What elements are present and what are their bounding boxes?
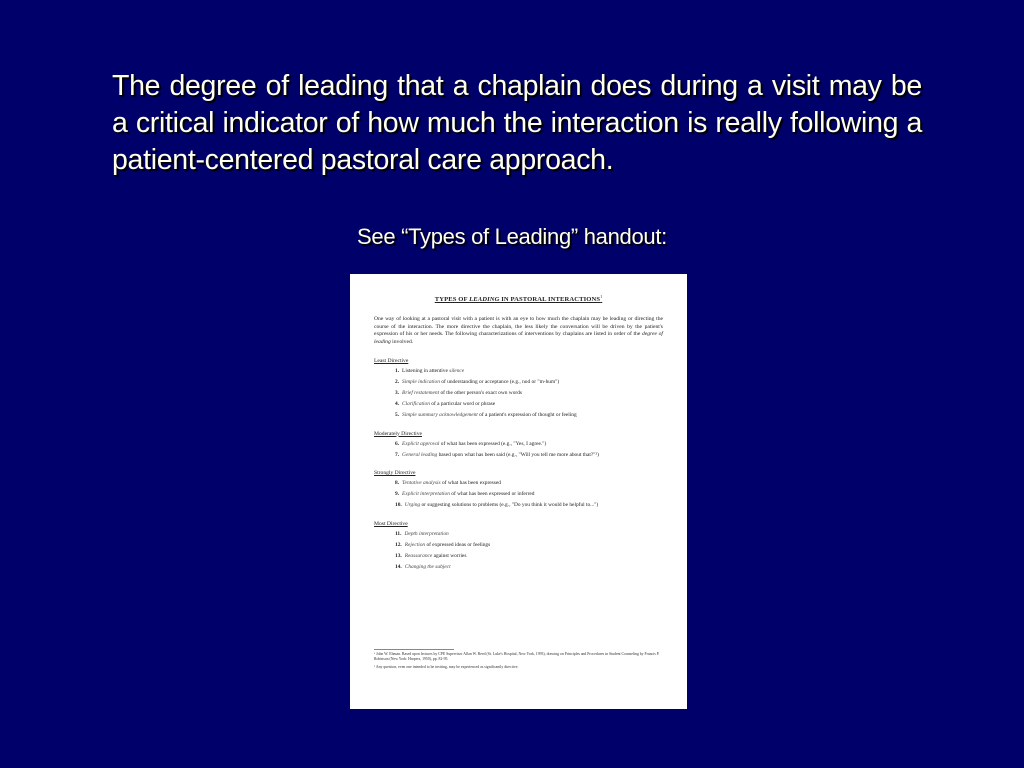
item-number: 9.	[395, 491, 400, 498]
item-emphasis: Tentative analysis	[402, 480, 441, 487]
handout-intro	[374, 316, 663, 346]
item-text: against worries	[432, 552, 467, 559]
intro-emphasis: degree of leading	[374, 331, 663, 345]
item-emphasis: Clarification	[402, 401, 430, 408]
list-item	[395, 441, 663, 448]
item-text: of what has been expressed or inferred	[449, 491, 535, 498]
section-moderately-directive	[374, 431, 663, 459]
list-item	[395, 564, 663, 571]
item-text: based upon what has been said (e.g., "Will you tell me more about that?"²)	[437, 451, 599, 458]
item-emphasis: Explicit interpretation	[402, 491, 450, 498]
list-item	[395, 368, 663, 375]
item-number: 10.	[395, 502, 402, 509]
item-number: 14.	[395, 563, 402, 570]
item-number: 2.	[395, 379, 400, 386]
item-text: of a particular word or phrase	[429, 401, 496, 408]
item-number: 4.	[395, 401, 400, 408]
list-item	[395, 531, 663, 538]
slide-body-text: The degree of leading that a chaplain does during a visit may be a critical indicator of how much the interaction is really following a patient-centered pastoral care approach.	[112, 70, 922, 176]
item-number: 6.	[395, 440, 400, 447]
item-emphasis: Changing the subject	[404, 563, 451, 570]
list-item	[395, 491, 663, 498]
item-text: of what has been expressed (e.g., "Yes, I agree.")	[439, 440, 547, 447]
item-text: of what has been expressed	[440, 480, 501, 487]
intro-text: One way of looking at a pastoral visit with a patient is with an eye to how much the chaplain may be leading or directing the course of the interaction. The more directive the chaplain, the less likely the conversation will be driven by the patient's expression of his or her needs. The following characterizations of interventions by chaplains are listed in order of the	[374, 316, 663, 338]
footnote-marker: 1	[600, 294, 603, 299]
item-emphasis: General leading	[402, 451, 438, 458]
handout-image	[350, 274, 687, 709]
item-emphasis: Depth interpretation	[404, 530, 449, 537]
item-emphasis: Simple indication	[402, 379, 440, 386]
section-heading: Least Directive	[374, 358, 409, 365]
section-heading: Strongly Directive	[374, 470, 416, 477]
item-number: 3.	[395, 390, 400, 397]
list-item	[395, 379, 663, 386]
list-item	[395, 401, 663, 408]
list-item	[395, 480, 663, 487]
footnote-divider	[374, 649, 454, 650]
item-emphasis: Urging	[404, 502, 421, 509]
section-heading: Moderately Directive	[374, 430, 422, 437]
handout-reference: See “Types of Leading” handout:	[357, 224, 667, 249]
footnotes	[374, 652, 664, 673]
title-part: TYPES OF	[434, 296, 470, 304]
list-item	[395, 452, 663, 459]
item-number: 11.	[395, 530, 402, 537]
item-number: 5.	[395, 412, 400, 419]
footnote: ² Any question, even one intended to be inviting, may be experienced as significantly directive.	[374, 665, 519, 669]
item-emphasis: silence	[449, 368, 465, 375]
list-item	[395, 390, 663, 397]
item-number: 7.	[395, 451, 400, 458]
section-strongly-directive	[374, 470, 663, 509]
item-emphasis: Brief restatement	[402, 390, 440, 397]
item-text: Listening in attentive	[402, 368, 450, 375]
item-emphasis: Simple summary acknowledgement	[402, 412, 478, 419]
footnote: ¹ John W. Ehman. Based upon lectures by CPE Supervisor Allan W. Reed (St. Luke's Hospital, New York, 1993), drawing on Principles and Procedures in Student Counseling by Francis P. Robinson (New York: Harpers, 1950), pp. 82-95.	[374, 652, 660, 661]
title-part: IN PASTORAL INTERACTIONS	[499, 296, 601, 304]
section-least-directive	[374, 358, 663, 419]
handout-title	[374, 294, 663, 303]
intro-text: involved.	[390, 338, 414, 345]
item-number: 12.	[395, 541, 402, 548]
item-text: or suggesting solutions to problems (e.g., "Do you think it would be helpful to...")	[420, 502, 599, 509]
title-emphasis: LEADING	[469, 296, 500, 304]
list-item	[395, 553, 663, 560]
list-item	[395, 502, 663, 509]
section-heading: Most Directive	[374, 520, 408, 527]
section-most-directive	[374, 521, 663, 571]
item-text: of a patient's expression of thought or feeling	[477, 412, 577, 419]
item-number: 13.	[395, 552, 402, 559]
item-emphasis: Rejection	[404, 541, 426, 548]
item-text: of the other person's exact own words	[439, 390, 522, 397]
item-text: of understanding or acceptance (e.g., nod or "m-hum")	[439, 379, 560, 386]
item-emphasis: Reassurance	[404, 552, 433, 559]
list-item	[395, 542, 663, 549]
item-text: of expressed ideas or feelings	[425, 541, 491, 548]
list-item	[395, 412, 663, 419]
item-number: 1.	[395, 368, 400, 375]
item-number: 8.	[395, 480, 400, 487]
item-emphasis: Explicit approval	[402, 440, 440, 447]
